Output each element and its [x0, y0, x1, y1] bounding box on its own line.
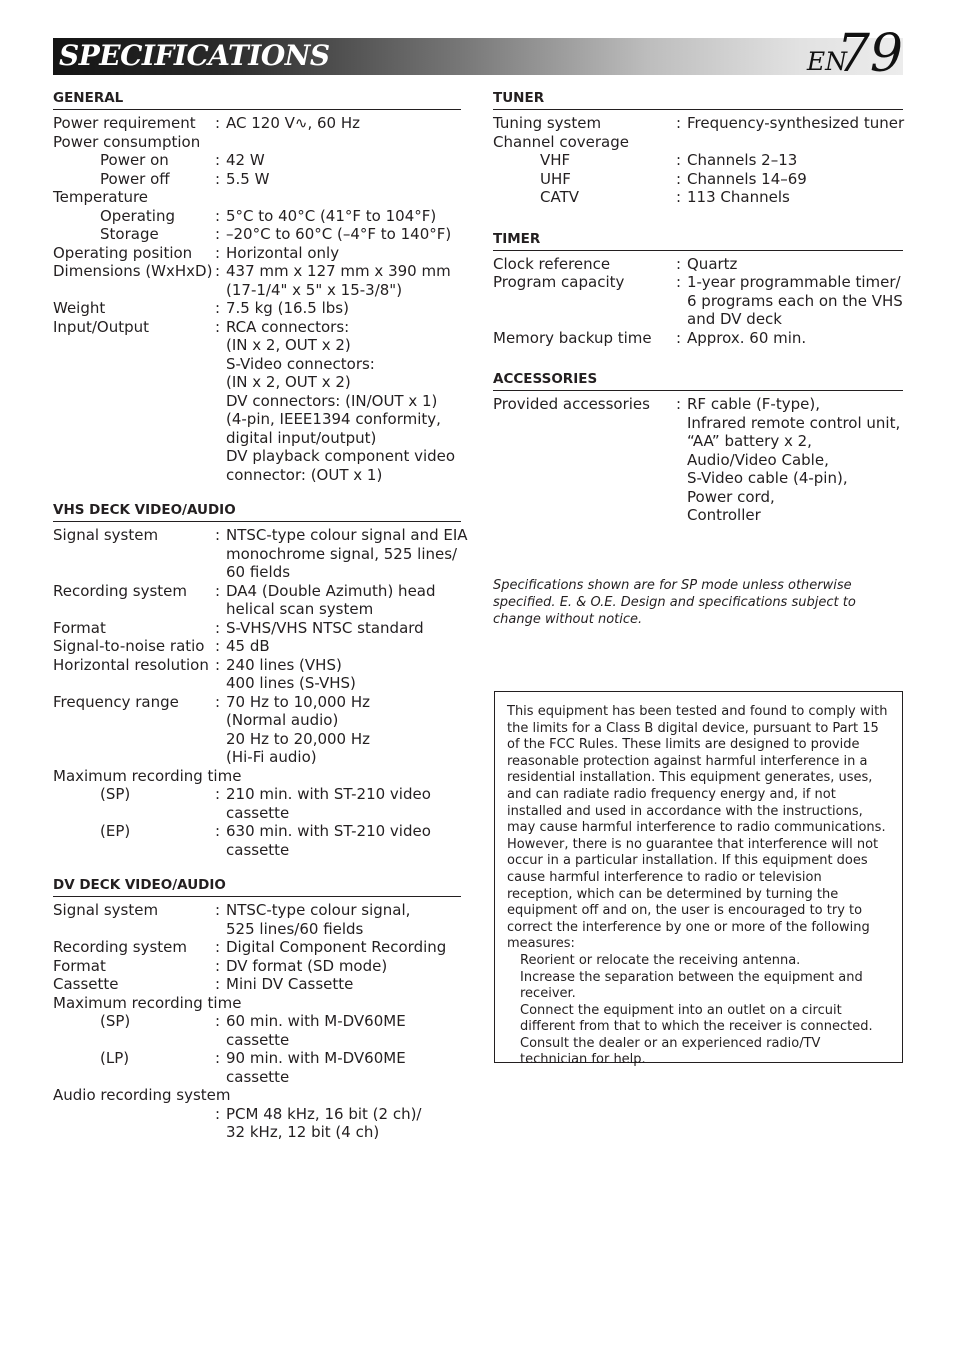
spec-label: Channel coverage [493, 132, 629, 151]
spec-label: Power off [100, 169, 170, 188]
colon-separator: : [215, 637, 221, 655]
spec-row [53, 822, 461, 859]
colon-separator: : [676, 169, 682, 188]
spec-value-line: 20 Hz to 20,000 Hz [226, 729, 371, 748]
spec-row [53, 299, 461, 318]
colon-separator: : [215, 1049, 221, 1067]
spec-value-line: DV connectors: (IN/OUT x 1) [226, 391, 438, 410]
spec-value [215, 1105, 461, 1142]
spec-label: Maximum recording time [53, 766, 242, 785]
spec-label: Temperature [53, 188, 149, 206]
colon-separator: : [215, 655, 221, 674]
spec-row [493, 114, 903, 133]
spec-value-line: Frequency-synthesized tuner [687, 114, 905, 132]
spec-label: Recording system [53, 938, 188, 956]
spec-row [53, 582, 461, 619]
spec-value-line: cassette [226, 1067, 290, 1086]
spec-value-line: AC 120 V∿, 60 Hz [226, 114, 361, 132]
colon-separator: : [215, 317, 221, 336]
fcc-notice-box [494, 691, 903, 1068]
spec-value-line: cassette [226, 803, 290, 822]
spec-value [215, 901, 461, 938]
spec-label [53, 1105, 215, 1142]
spec-row [53, 637, 461, 656]
spec-value [676, 329, 903, 348]
specifications-note: Specifications shown are for SP mode unless otherwise specified. E. & O.E. Design and specifications subject to change without notice. [493, 578, 856, 627]
spec-label: Power consumption [53, 132, 201, 151]
spec-value-line: 60 min. with M-DV60ME [226, 1012, 406, 1030]
spec-value [215, 822, 461, 859]
colon-separator: : [215, 785, 221, 803]
page-number: 79 [836, 24, 903, 84]
spec-value-line: 6 programs each on the VHS [687, 291, 903, 310]
colon-separator: : [215, 692, 221, 711]
spec-value [215, 207, 461, 226]
spec-row [53, 1012, 461, 1049]
spec-value-line: Quartz [687, 254, 738, 273]
page-title: SPECIFICATIONS [59, 39, 330, 72]
fcc-measure: Reorient or relocate the receiving antenna. [520, 952, 801, 968]
spec-value-line: Infrared remote control unit, [687, 413, 901, 432]
spec-row [493, 188, 903, 207]
spec-row [53, 975, 461, 994]
spec-value [676, 395, 903, 525]
spec-row [53, 114, 461, 133]
colon-separator: : [215, 822, 221, 840]
spec-row [53, 767, 461, 786]
spec-label: Storage [100, 225, 159, 243]
spec-value [215, 1049, 461, 1086]
spec-value-line: –20°C to 60°C (–4°F to 140°F) [226, 225, 452, 243]
spec-value [676, 188, 903, 207]
spec-row [53, 1049, 461, 1086]
section-heading: DV DECK VIDEO/AUDIO [53, 877, 461, 897]
spec-label: Operating [100, 206, 175, 225]
spec-section-accessories [493, 371, 903, 525]
colon-separator: : [215, 901, 221, 919]
colon-separator: : [215, 956, 221, 975]
spec-value-line: and DV deck [687, 310, 782, 328]
spec-label: Memory backup time [493, 328, 652, 347]
fcc-measure: Consult the dealer or an experienced radio/TV technician for help. [520, 1035, 821, 1068]
spec-value [215, 938, 461, 957]
section-heading: ACCESSORIES [493, 371, 903, 391]
colon-separator: : [676, 151, 682, 169]
spec-value-line: 5.5 W [226, 169, 270, 188]
spec-value-line: Digital Component Recording [226, 938, 447, 956]
spec-row [53, 785, 461, 822]
spec-section-general [53, 90, 461, 484]
spec-row [53, 207, 461, 226]
spec-value [215, 318, 461, 485]
spec-row [53, 262, 461, 299]
spec-value [215, 170, 461, 189]
colon-separator: : [676, 395, 682, 413]
spec-value-line: (17-1/4" x 5" x 15-3/8") [226, 280, 403, 299]
spec-section-tuner [493, 90, 903, 207]
spec-value-line: DA4 (Double Azimuth) head [226, 581, 436, 600]
spec-row [53, 957, 461, 976]
colon-separator: : [676, 188, 682, 206]
spec-label: Power on [100, 151, 169, 169]
spec-value [215, 975, 461, 994]
spec-value-line: Audio/Video Cable, [687, 450, 829, 469]
spec-value-line: 113 Channels [687, 188, 790, 206]
spec-row [53, 526, 468, 582]
spec-value-line: DV format (SD mode) [226, 956, 388, 975]
colon-separator: : [215, 299, 221, 317]
section-heading: TUNER [493, 90, 903, 110]
spec-label: Tuning system [493, 114, 602, 132]
colon-separator: : [215, 526, 221, 544]
colon-separator: : [676, 273, 682, 291]
spec-value-line: DV playback component video [226, 447, 456, 465]
spec-value [215, 151, 461, 170]
spec-value [676, 151, 903, 170]
spec-value-line: RCA connectors: [226, 317, 350, 336]
colon-separator: : [215, 938, 221, 956]
spec-value-line: PCM 48 kHz, 16 bit (2 ch)/ [226, 1104, 422, 1123]
spec-label: Format [53, 956, 106, 975]
spec-value-line: Horizontal only [226, 243, 340, 262]
colon-separator: : [215, 114, 221, 132]
spec-row [53, 318, 461, 485]
spec-value [676, 114, 904, 133]
spec-row [493, 170, 903, 189]
spec-value-line: 1-year programmable timer/ [687, 273, 901, 291]
spec-value-line: 70 Hz to 10,000 Hz [226, 692, 371, 711]
spec-label: Weight [53, 299, 106, 317]
spec-row [53, 619, 461, 638]
spec-row [493, 329, 903, 348]
spec-label: Program capacity [493, 273, 625, 291]
colon-separator: : [215, 225, 221, 243]
fcc-paragraph: This equipment has been tested and found to comply with the limits for a Class B digital device, pursuant to Part 15 of the FCC Rules. These limits are designed to provide reasonable protection against harmful interference in a residential installation. This equipment generates, uses, and can radiate radio frequency energy and, if not installed and used in accordance with the instructions, may cause harmful interference to radio communications. However, there is no guarantee that interference will not occur in a particular installation. If this equipment does cause harmful interference to radio or television reception, which can be determined by turning the equipment off and on, the user is encouraged to try to correct the interference by one or more of the following measures: [507, 704, 888, 952]
spec-value [215, 785, 461, 822]
spec-value-line: 45 dB [226, 637, 270, 655]
spec-label: Audio recording system [53, 1086, 231, 1104]
spec-value-line: 60 fields [226, 563, 291, 581]
spec-value-line: RF cable (F-type), [687, 395, 820, 413]
colon-separator: : [215, 206, 221, 225]
spec-value [215, 582, 461, 619]
spec-value-line: Mini DV Cassette [226, 975, 354, 993]
spec-value-line: (IN x 2, OUT x 2) [226, 336, 351, 354]
spec-label: Power requirement [53, 114, 196, 132]
spec-label: Signal system [53, 901, 159, 919]
spec-row [53, 170, 461, 189]
right-column [493, 90, 903, 541]
fcc-measure: Increase the separation between the equipment and receiver. [520, 969, 863, 1002]
spec-value [215, 244, 461, 263]
spec-value-line: (4-pin, IEEE1394 conformity, [226, 410, 441, 428]
left-column [53, 90, 468, 1158]
spec-value-line: Power cord, [687, 487, 775, 506]
spec-row [493, 273, 903, 329]
spec-value [215, 619, 461, 638]
spec-value-line: cassette [226, 840, 290, 859]
spec-value-line: S-Video cable (4-pin), [687, 469, 848, 487]
spec-value-line: (IN x 2, OUT x 2) [226, 373, 351, 391]
spec-label: UHF [540, 169, 571, 188]
fcc-measure: Connect the equipment into an outlet on a circuit different from that to which the receiver is connected. [520, 1002, 873, 1035]
spec-label: (SP) [100, 785, 131, 803]
colon-separator: : [215, 151, 221, 169]
spec-label: Format [53, 618, 106, 637]
spec-value [215, 114, 461, 133]
colon-separator: : [676, 328, 682, 347]
spec-value-line: 437 mm x 127 mm x 390 mm [226, 262, 451, 280]
section-heading: VHS DECK VIDEO/AUDIO [53, 502, 461, 522]
spec-value-line: “AA” battery x 2, [687, 432, 812, 450]
spec-value-line: 240 lines (VHS) [226, 655, 342, 674]
spec-section-vhs-deck-video-audio [53, 502, 468, 859]
spec-label: VHF [540, 151, 571, 169]
spec-row [53, 244, 461, 263]
colon-separator: : [215, 1012, 221, 1030]
colon-separator: : [215, 581, 221, 600]
colon-separator: : [215, 618, 221, 637]
spec-label: Clock reference [493, 254, 611, 273]
spec-row [493, 133, 903, 152]
spec-row [53, 133, 461, 152]
spec-value [215, 656, 461, 693]
spec-row [53, 994, 461, 1013]
spec-value-line: Controller [687, 506, 761, 524]
spec-label: Signal system [53, 526, 159, 544]
spec-row [53, 1105, 461, 1142]
colon-separator: : [676, 114, 682, 132]
spec-label: CATV [540, 188, 579, 206]
header-bar [53, 24, 903, 84]
colon-separator: : [676, 254, 682, 273]
spec-label: Recording system [53, 581, 188, 600]
spec-value [215, 1012, 461, 1049]
spec-value [215, 693, 461, 767]
spec-label: Input/Output [53, 317, 149, 336]
spec-label: (SP) [100, 1012, 131, 1030]
spec-value-line: digital input/output) [226, 428, 377, 447]
section-heading: TIMER [493, 231, 903, 251]
spec-value-line: 90 min. with M-DV60ME [226, 1049, 406, 1067]
section-heading: GENERAL [53, 90, 461, 110]
spec-value-line: NTSC-type colour signal, [226, 901, 411, 919]
spec-label: Signal-to-noise ratio [53, 637, 205, 655]
colon-separator: : [215, 243, 221, 262]
spec-row [53, 938, 461, 957]
spec-value [215, 637, 461, 656]
spec-value-line: 525 lines/60 fields [226, 919, 364, 938]
spec-value-line: 400 lines (S-VHS) [226, 674, 356, 692]
spec-row [53, 901, 461, 938]
spec-value-line: helical scan system [226, 600, 374, 618]
spec-value-line: S-Video connectors: [226, 354, 375, 373]
spec-row [493, 255, 903, 274]
spec-label: (LP) [100, 1049, 130, 1067]
colon-separator: : [215, 169, 221, 188]
spec-value-line: Channels 14–69 [687, 169, 807, 188]
fcc-measures-list [507, 953, 890, 1069]
spec-value-line: (Hi-Fi audio) [226, 748, 317, 766]
spec-value-line: S-VHS/VHS NTSC standard [226, 618, 424, 637]
spec-value-line: monochrome signal, 525 lines/ [226, 544, 458, 563]
spec-row [493, 151, 903, 170]
spec-value [676, 273, 903, 329]
spec-value-line: (Normal audio) [226, 711, 339, 729]
spec-value [215, 957, 461, 976]
spec-value-line: 5°C to 40°C (41°F to 104°F) [226, 206, 437, 225]
spec-value [676, 255, 903, 274]
spec-value [676, 170, 903, 189]
spec-row [53, 656, 461, 693]
spec-value [215, 526, 468, 582]
colon-separator: : [215, 1104, 221, 1123]
spec-value-line: NTSC-type colour signal and EIA [226, 526, 468, 544]
spec-value [215, 262, 461, 299]
spec-value-line: 32 kHz, 12 bit (4 ch) [226, 1123, 380, 1141]
spec-row [53, 151, 461, 170]
spec-value [215, 225, 461, 244]
spec-label: Horizontal resolution [53, 655, 209, 674]
spec-row [53, 1086, 461, 1105]
spec-value [215, 299, 461, 318]
page-language: EN [806, 47, 847, 76]
spec-value-line: 7.5 kg (16.5 lbs) [226, 299, 349, 317]
spec-value-line: 42 W [226, 151, 265, 169]
spec-row [53, 188, 461, 207]
spec-label: Frequency range [53, 692, 179, 711]
spec-value-line: cassette [226, 1030, 290, 1049]
spec-value-line: Channels 2–13 [687, 151, 798, 169]
spec-row [53, 225, 461, 244]
spec-section-dv-deck-video-audio [53, 877, 461, 1142]
spec-label: (EP) [100, 822, 131, 840]
spec-row [53, 693, 461, 767]
spec-value-line: Approx. 60 min. [687, 328, 807, 347]
spec-label: Cassette [53, 975, 119, 993]
spec-section-timer [493, 231, 903, 348]
colon-separator: : [215, 975, 221, 993]
spec-label: Provided accessories [493, 395, 650, 413]
spec-value-line: 210 min. with ST-210 video [226, 785, 431, 803]
spec-label: Dimensions (WxHxD) [53, 262, 213, 280]
spec-label: Maximum recording time [53, 993, 242, 1012]
spec-row [493, 395, 903, 525]
spec-label: Operating position [53, 243, 193, 262]
spec-value-line: connector: (OUT x 1) [226, 465, 383, 484]
colon-separator: : [215, 262, 221, 280]
spec-value-line: 630 min. with ST-210 video [226, 822, 431, 840]
